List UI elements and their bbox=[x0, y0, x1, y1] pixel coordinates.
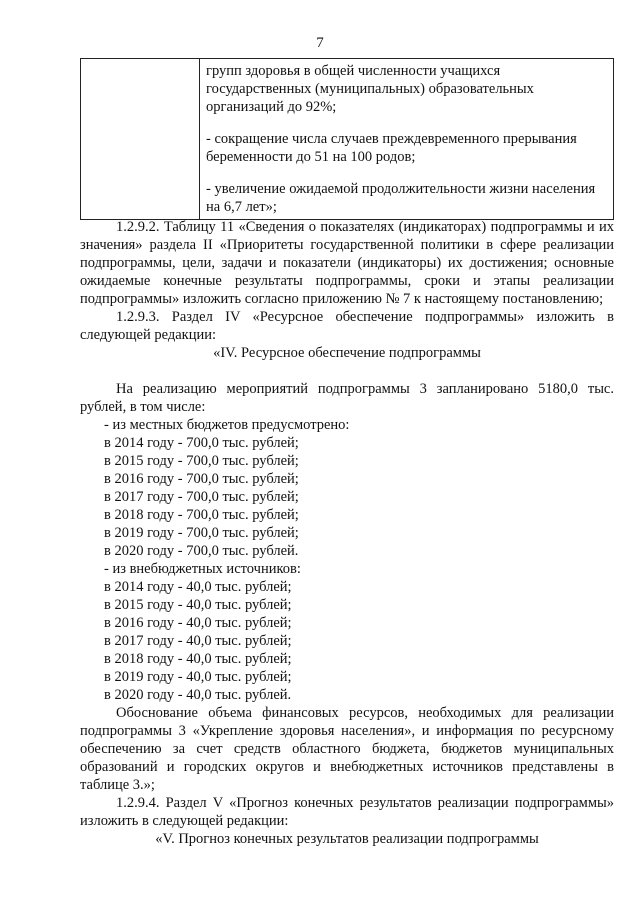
extra-budget-title: - из внебюджетных источников: bbox=[104, 561, 301, 577]
list-item: в 2014 году - 700,0 тыс. рублей; bbox=[104, 435, 299, 451]
list-item: в 2019 году - 40,0 тыс. рублей; bbox=[104, 669, 292, 685]
funding-intro: На реализацию мероприятий подпрограммы 3 запланировано 5180,0 тыс. рублей, в том числе: bbox=[80, 381, 614, 415]
paragraph-1-2-9-4: 1.2.9.4. Раздел V «Прогноз конечных результатов реализации подпрограммы» изложить в следующей редакции: bbox=[80, 795, 614, 829]
list-item: в 2017 году - 40,0 тыс. рублей; bbox=[104, 633, 292, 649]
section-heading-iv: «IV. Ресурсное обеспечение подпрограммы bbox=[213, 345, 481, 361]
list-item: в 2015 году - 40,0 тыс. рублей; bbox=[104, 597, 292, 613]
table-text-cell bbox=[200, 59, 614, 220]
list-item: в 2015 году - 700,0 тыс. рублей; bbox=[104, 453, 299, 469]
list-item: в 2014 году - 40,0 тыс. рублей; bbox=[104, 579, 292, 595]
list-item: в 2018 году - 700,0 тыс. рублей; bbox=[104, 507, 299, 523]
cell-paragraph: - увеличение ожидаемой продолжительности жизни населения на 6,7 лет»; bbox=[206, 181, 596, 215]
justification-paragraph: Обоснование объема финансовых ресурсов, необходимых для реализации подпрограммы 3 «Укрепление здоровья населения», и информация по ресурсному обеспечению за счет средств областного бюджета, бюджетов муниципальных образований и городских округов и внебюджетных источников представлены в таблице 3.»; bbox=[80, 705, 614, 793]
document-body bbox=[80, 218, 614, 848]
list-item: в 2016 году - 700,0 тыс. рублей; bbox=[104, 471, 299, 487]
list-item: в 2017 году - 700,0 тыс. рублей; bbox=[104, 489, 299, 505]
list-item: в 2018 году - 40,0 тыс. рублей; bbox=[104, 651, 292, 667]
cell-paragraph: групп здоровья в общей численности учащихся государственных (муниципальных) образовательных организаций до 92%; bbox=[206, 63, 534, 115]
paragraph-1-2-9-3: 1.2.9.3. Раздел IV «Ресурсное обеспечение подпрограммы» изложить в следующей редакции: bbox=[80, 309, 614, 343]
table-row bbox=[81, 59, 614, 220]
local-budget-title: - из местных бюджетов предусмотрено: bbox=[104, 417, 350, 433]
cell-paragraph: - сокращение числа случаев преждевременного прерывания беременности до 51 на 100 родов; bbox=[206, 131, 577, 165]
list-item: в 2020 году - 700,0 тыс. рублей. bbox=[104, 543, 299, 559]
paragraph-1-2-9-2: 1.2.9.2. Таблицу 11 «Сведения о показателях (индикаторах) подпрограммы и их значения» раздела II «Приоритеты государственной политики в сфере реализации подпрограммы, цели, задачи и показатели (индикаторы) их достижения; основные ожидаемые конечные результаты подпрограммы, сроки и этапы реализации подпрограммы» изложить согласно приложению № 7 к настоящему постановлению; bbox=[80, 219, 614, 307]
list-item: в 2016 году - 40,0 тыс. рублей; bbox=[104, 615, 292, 631]
indicator-table-fragment bbox=[80, 58, 614, 220]
list-item: в 2019 году - 700,0 тыс. рублей; bbox=[104, 525, 299, 541]
section-heading-v: «V. Прогноз конечных результатов реализации подпрограммы bbox=[155, 831, 539, 847]
page-number: 7 bbox=[316, 35, 324, 51]
table-empty-cell bbox=[81, 59, 200, 220]
list-item: в 2020 году - 40,0 тыс. рублей. bbox=[104, 687, 292, 703]
